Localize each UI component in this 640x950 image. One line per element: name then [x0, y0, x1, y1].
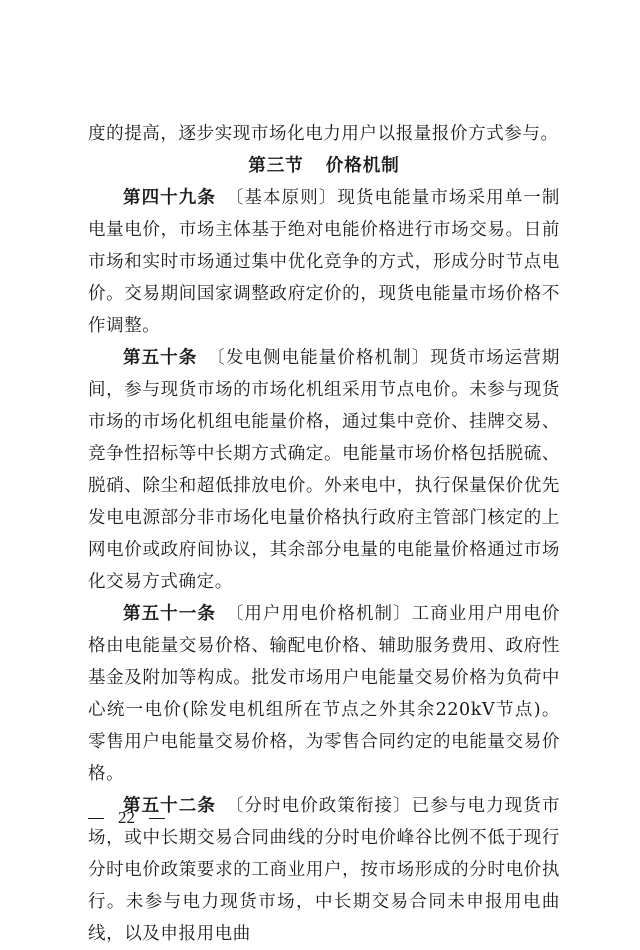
article-49	[88, 182, 560, 342]
article-body: 〔用户用电价格机制〕工商业用户用电价格由电能量交易价格、输配电价格、辅助服务费用、政府性基金及附加等构成。批发市场用户电能量交易价格为负荷中心统一电价(除发电机组所在节点之外其余220kV节点)。零售用户电能量交易价格，为零售合同约定的电能量交易价格。	[88, 604, 560, 784]
footer-dash-left	[88, 818, 104, 819]
article-body: 〔分时电价政策衔接〕已参与电力现货市场，或中长期交易合同曲线的分时电价峰谷比例不低于现行分时电价政策要求的工商业用户，按市场形成的分时电价执行。未参与电力现货市场，中长期交易合同未申报用电曲线，以及申报用电曲	[88, 796, 560, 944]
article-51	[88, 598, 560, 790]
article-body: 〔发电侧电能量价格机制〕现货市场运营期间，参与现货市场的市场化机组采用节点电价。未参与现货市场的市场化机组电能量价格，通过集中竞价、挂牌交易、竞争性招标等中长期方式确定。电能量市场价格包括脱硫、脱硝、除尘和超低排放电价。外来电中，执行保量保价优先发电电源部分非市场化电量价格执行政府主管部门核定的上网电价或政府间协议，其余部分电量的电能量价格通过市场化交易方式确定。	[88, 348, 560, 592]
page-footer	[88, 808, 165, 828]
section-heading	[88, 150, 560, 182]
section-number: 第三节	[248, 156, 304, 176]
continued-text: 度的提高，逐步实现市场化电力用户以报量报价方式参与。	[88, 124, 559, 144]
article-body: 〔基本原则〕现货电能量市场采用单一制电量电价，市场主体基于绝对电能价格进行市场交易。日前市场和实时市场通过集中优化竞争的方式，形成分时节点电价。交易期间国家调整政府定价的，现货电能量市场价格不作调整。	[88, 188, 560, 336]
footer-dash-right	[149, 818, 165, 819]
continued-paragraph	[88, 118, 560, 150]
article-number: 第四十九条	[123, 188, 216, 208]
page-number: 22	[118, 808, 135, 827]
article-number: 第五十条	[123, 348, 198, 368]
section-title: 价格机制	[325, 156, 400, 176]
article-50	[88, 342, 560, 598]
article-number: 第五十二条	[123, 796, 216, 816]
article-number: 第五十一条	[123, 604, 216, 624]
